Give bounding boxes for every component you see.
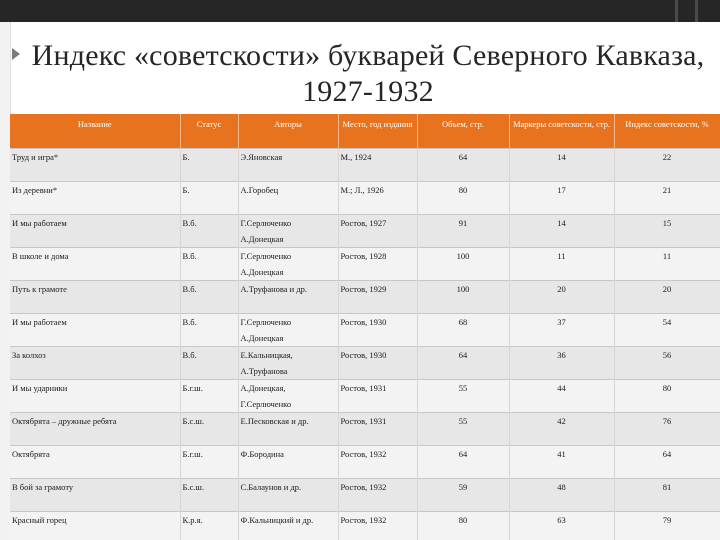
cell-status: Б. [180, 182, 238, 215]
cell-name: Из деревни* [10, 182, 180, 215]
cell-authors: А.Горобец [238, 182, 338, 215]
cell-authors: Е.Кальницкая, А.Труфанова [238, 347, 338, 380]
cell-status: Б.с.ш. [180, 479, 238, 512]
table-row [10, 413, 720, 446]
cell-status: В.б. [180, 347, 238, 380]
cell-status: К.р.я. [180, 512, 238, 540]
cell-authors: Ф.Бородина [238, 446, 338, 479]
cell-volume: 59 [417, 479, 509, 512]
cell-markers: 48 [509, 479, 614, 512]
table-row [10, 446, 720, 479]
cell-place-year: Ростов, 1931 [338, 413, 417, 446]
table-row [10, 248, 720, 281]
cell-place-year: Ростов, 1932 [338, 512, 417, 540]
cell-authors: Ф.Кальницкий и др. [238, 512, 338, 540]
cell-status: Б. [180, 149, 238, 182]
cell-name: И мы работаем [10, 215, 180, 248]
cell-markers: 36 [509, 347, 614, 380]
cell-status: Б.с.ш. [180, 413, 238, 446]
table-row [10, 314, 720, 347]
cell-authors: Г.Серлюченко А.Донецкая [238, 215, 338, 248]
cell-volume: 100 [417, 248, 509, 281]
cell-volume: 80 [417, 182, 509, 215]
cell-volume: 80 [417, 512, 509, 540]
cell-markers: 63 [509, 512, 614, 540]
column-header-authors: Авторы [238, 114, 338, 149]
column-header-index: Индекс советскости, % [614, 114, 720, 149]
cell-name: И мы работаем [10, 314, 180, 347]
table-row [10, 149, 720, 182]
cell-place-year: Ростов, 1931 [338, 380, 417, 413]
cell-name: Красный горец [10, 512, 180, 540]
cell-index: 79 [614, 512, 720, 540]
cell-authors: А.Труфанова и др. [238, 281, 338, 314]
cell-markers: 41 [509, 446, 614, 479]
cell-markers: 14 [509, 215, 614, 248]
cell-place-year: Ростов, 1927 [338, 215, 417, 248]
table-header-row [10, 114, 720, 149]
cell-index: 21 [614, 182, 720, 215]
cell-name: Путь к грамоте [10, 281, 180, 314]
table-row [10, 281, 720, 314]
top-bar-divider [675, 0, 678, 22]
top-bar-divider [695, 0, 698, 22]
cell-place-year: М., 1924 [338, 149, 417, 182]
cell-index: 15 [614, 215, 720, 248]
cell-markers: 42 [509, 413, 614, 446]
cell-markers: 14 [509, 149, 614, 182]
slide-title: Индекс «советскости» букварей Северного Кавказа, 1927-1932 [31, 39, 705, 108]
cell-markers: 44 [509, 380, 614, 413]
cell-authors: Е.Песковская и др. [238, 413, 338, 446]
table-row [10, 512, 720, 540]
cell-volume: 64 [417, 446, 509, 479]
cell-status: В.б. [180, 281, 238, 314]
cell-authors: А.Донецкая, Г.Серлюченко [238, 380, 338, 413]
table-row [10, 215, 720, 248]
cell-name: В школе и дома [10, 248, 180, 281]
cell-name: В бой за грамоту [10, 479, 180, 512]
column-header-place-year: Место, год издания [338, 114, 417, 149]
cell-volume: 68 [417, 314, 509, 347]
column-header-status: Статус [180, 114, 238, 149]
cell-markers: 20 [509, 281, 614, 314]
column-header-name: Название [10, 114, 180, 149]
cell-volume: 64 [417, 149, 509, 182]
cell-index: 76 [614, 413, 720, 446]
cell-status: Б.г.ш. [180, 446, 238, 479]
cell-index: 56 [614, 347, 720, 380]
table-row [10, 380, 720, 413]
cell-index: 22 [614, 149, 720, 182]
cell-authors: Г.Серлюченко А.Донецкая [238, 314, 338, 347]
cell-markers: 37 [509, 314, 614, 347]
table-row [10, 182, 720, 215]
cell-volume: 55 [417, 380, 509, 413]
data-table [10, 114, 720, 540]
cell-index: 54 [614, 314, 720, 347]
cell-volume: 64 [417, 347, 509, 380]
cell-place-year: Ростов, 1928 [338, 248, 417, 281]
cell-index: 80 [614, 380, 720, 413]
cell-index: 64 [614, 446, 720, 479]
cell-name: Октябрята – дружные ребята [10, 413, 180, 446]
cell-place-year: Ростов, 1929 [338, 281, 417, 314]
cell-markers: 11 [509, 248, 614, 281]
cell-name: Октябрята [10, 446, 180, 479]
cell-status: В.б. [180, 314, 238, 347]
cell-authors: С.Балаунов и др. [238, 479, 338, 512]
cell-name: Труд и игра* [10, 149, 180, 182]
cell-place-year: М.; Л., 1926 [338, 182, 417, 215]
cell-volume: 91 [417, 215, 509, 248]
cell-authors: Г.Серлюченко А.Донецкая [238, 248, 338, 281]
cell-name: За колхоз [10, 347, 180, 380]
cell-volume: 55 [417, 413, 509, 446]
column-header-markers: Маркеры советскости, стр. [509, 114, 614, 149]
cell-authors: Э.Яновская [238, 149, 338, 182]
cell-markers: 17 [509, 182, 614, 215]
cell-place-year: Ростов, 1930 [338, 314, 417, 347]
table-row [10, 479, 720, 512]
cell-name: И мы ударники [10, 380, 180, 413]
column-header-volume: Объем, стр. [417, 114, 509, 149]
cell-status: В.б. [180, 215, 238, 248]
cell-status: Б.г.ш. [180, 380, 238, 413]
cell-index: 81 [614, 479, 720, 512]
cell-place-year: Ростов, 1930 [338, 347, 417, 380]
cell-place-year: Ростов, 1932 [338, 479, 417, 512]
table-row [10, 347, 720, 380]
cell-index: 11 [614, 248, 720, 281]
cell-place-year: Ростов, 1932 [338, 446, 417, 479]
cell-index: 20 [614, 281, 720, 314]
cell-volume: 100 [417, 281, 509, 314]
top-bar [0, 0, 720, 22]
cell-status: В.б. [180, 248, 238, 281]
